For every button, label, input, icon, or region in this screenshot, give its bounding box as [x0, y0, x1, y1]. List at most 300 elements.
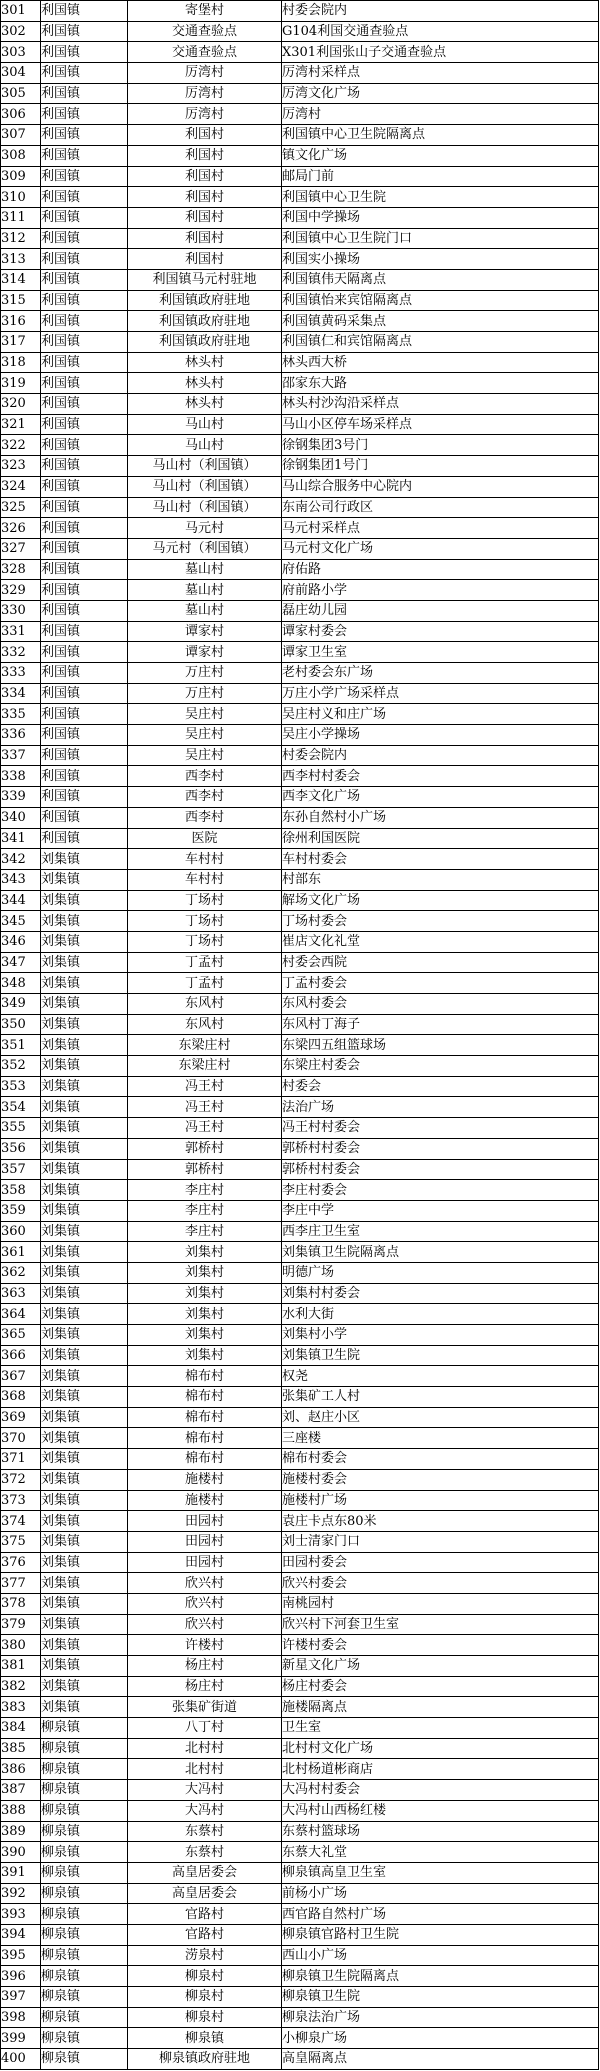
row-number-cell: 390 [1, 1842, 41, 1863]
table-row [1, 869, 599, 890]
sampling-site-cell: 厉湾文化广场 [282, 83, 599, 104]
table-row [1, 1097, 599, 1118]
village-cell: 车村村 [128, 849, 282, 870]
village-cell: 施楼村 [128, 1469, 282, 1490]
table-row [1, 745, 599, 766]
village-cell: 厉湾村 [128, 83, 282, 104]
row-number-cell: 353 [1, 1076, 41, 1097]
row-number-cell: 348 [1, 973, 41, 994]
village-cell: 欣兴村 [128, 1593, 282, 1614]
sampling-site-cell: 张集矿工人村 [282, 1387, 599, 1408]
town-cell: 柳泉镇 [41, 1945, 128, 1966]
village-cell: 利国村 [128, 145, 282, 166]
table-row [1, 311, 599, 332]
sampling-site-cell: 西李村村委会 [282, 766, 599, 787]
sampling-site-cell: 刘集村小学 [282, 1325, 599, 1346]
table-row [1, 145, 599, 166]
table-row [1, 1221, 599, 1242]
table-row [1, 828, 599, 849]
table-row [1, 994, 599, 1015]
village-cell: 高皇居委会 [128, 1862, 282, 1883]
row-number-cell: 307 [1, 125, 41, 146]
village-cell: 柳泉镇 [128, 2028, 282, 2049]
sampling-site-cell: 林头村沙沟沿采样点 [282, 394, 599, 415]
sampling-site-cell: 车村村委会 [282, 849, 599, 870]
row-number-cell: 326 [1, 518, 41, 539]
village-cell: 李庄村 [128, 1200, 282, 1221]
table-row [1, 1407, 599, 1428]
row-number-cell: 313 [1, 249, 41, 270]
village-cell: 马山村 [128, 435, 282, 456]
row-number-cell: 372 [1, 1469, 41, 1490]
sampling-site-cell: 村委会 [282, 1076, 599, 1097]
sampling-site-cell: G104利国交通查验点 [282, 21, 599, 42]
table-row [1, 207, 599, 228]
village-cell: 许楼村 [128, 1635, 282, 1656]
table-row [1, 2028, 599, 2049]
town-cell: 利国镇 [41, 269, 128, 290]
table-row [1, 1511, 599, 1532]
town-cell: 刘集镇 [41, 1159, 128, 1180]
village-cell: 林头村 [128, 352, 282, 373]
village-cell: 丁场村 [128, 911, 282, 932]
sampling-site-cell: 万庄小学广场采样点 [282, 683, 599, 704]
village-cell: 刘集村 [128, 1242, 282, 1263]
town-cell: 利国镇 [41, 373, 128, 394]
row-number-cell: 362 [1, 1262, 41, 1283]
village-cell: 吴庄村 [128, 704, 282, 725]
village-cell: 马元村（利国镇） [128, 538, 282, 559]
town-cell: 利国镇 [41, 166, 128, 187]
row-number-cell: 317 [1, 332, 41, 353]
row-number-cell: 399 [1, 2028, 41, 2049]
town-cell: 利国镇 [41, 332, 128, 353]
village-cell: 交通查验点 [128, 21, 282, 42]
town-cell: 刘集镇 [41, 1138, 128, 1159]
table-row [1, 1387, 599, 1408]
table-row [1, 1573, 599, 1594]
town-cell: 利国镇 [41, 807, 128, 828]
sampling-site-cell: 村委会院内 [282, 1, 599, 22]
row-number-cell: 395 [1, 1945, 41, 1966]
row-number-cell: 355 [1, 1118, 41, 1139]
sampling-site-cell: 利国镇伟天隔离点 [282, 269, 599, 290]
village-cell: 刘集村 [128, 1304, 282, 1325]
table-row [1, 725, 599, 746]
village-cell: 寄堡村 [128, 1, 282, 22]
sampling-site-cell: 郭桥村村委会 [282, 1159, 599, 1180]
row-number-cell: 305 [1, 83, 41, 104]
town-cell: 刘集镇 [41, 1097, 128, 1118]
village-cell: 交通查验点 [128, 42, 282, 63]
row-number-cell: 339 [1, 787, 41, 808]
row-number-cell: 320 [1, 394, 41, 415]
sampling-site-cell: 刘集镇卫生院隔离点 [282, 1242, 599, 1263]
village-cell: 郭桥村 [128, 1159, 282, 1180]
row-number-cell: 377 [1, 1573, 41, 1594]
row-number-cell: 385 [1, 1738, 41, 1759]
town-cell: 柳泉镇 [41, 1862, 128, 1883]
village-cell: 刘集村 [128, 1345, 282, 1366]
row-number-cell: 382 [1, 1676, 41, 1697]
town-cell: 刘集镇 [41, 1449, 128, 1470]
sampling-site-cell: 柳泉镇卫生院隔离点 [282, 1966, 599, 1987]
row-number-cell: 308 [1, 145, 41, 166]
row-number-cell: 365 [1, 1325, 41, 1346]
row-number-cell: 375 [1, 1531, 41, 1552]
table-row [1, 1780, 599, 1801]
village-cell: 棉布村 [128, 1407, 282, 1428]
sampling-site-cell: 大冯村山西杨红楼 [282, 1800, 599, 1821]
table-row [1, 1118, 599, 1139]
table-row [1, 435, 599, 456]
table-row [1, 580, 599, 601]
town-cell: 利国镇 [41, 663, 128, 684]
table-row [1, 1924, 599, 1945]
village-cell: 丁场村 [128, 931, 282, 952]
village-cell: 刘集村 [128, 1325, 282, 1346]
village-cell: 利国镇马元村驻地 [128, 269, 282, 290]
town-cell: 刘集镇 [41, 1428, 128, 1449]
row-number-cell: 369 [1, 1407, 41, 1428]
village-cell: 官路村 [128, 1924, 282, 1945]
row-number-cell: 398 [1, 2007, 41, 2028]
table-row [1, 104, 599, 125]
sampling-site-cell: 前杨小广场 [282, 1883, 599, 1904]
village-cell: 八丁村 [128, 1718, 282, 1739]
village-cell: 利国村 [128, 125, 282, 146]
table-row [1, 1531, 599, 1552]
village-cell: 马元村 [128, 518, 282, 539]
table-row [1, 1180, 599, 1201]
sampling-site-cell: 利国镇中心卫生院门口 [282, 228, 599, 249]
sampling-site-cell: 田园村委会 [282, 1552, 599, 1573]
table-row [1, 352, 599, 373]
table-row [1, 1883, 599, 1904]
table-row [1, 1862, 599, 1883]
village-cell: 杨庄村 [128, 1676, 282, 1697]
table-row [1, 2007, 599, 2028]
table-row [1, 394, 599, 415]
village-cell: 北村村 [128, 1759, 282, 1780]
village-cell: 利国村 [128, 207, 282, 228]
table-row [1, 456, 599, 477]
table-row [1, 683, 599, 704]
village-cell: 利国镇政府驻地 [128, 290, 282, 311]
sampling-site-cell: 西官路自然村广场 [282, 1904, 599, 1925]
row-number-cell: 319 [1, 373, 41, 394]
sampling-site-cell: 东梁庄村委会 [282, 1056, 599, 1077]
sampling-site-cell: 崔店文化礼堂 [282, 931, 599, 952]
sampling-site-cell: 许楼村委会 [282, 1635, 599, 1656]
table-row [1, 890, 599, 911]
table-row [1, 1, 599, 22]
village-cell: 北村村 [128, 1738, 282, 1759]
table-row [1, 1159, 599, 1180]
town-cell: 柳泉镇 [41, 1966, 128, 1987]
row-number-cell: 346 [1, 931, 41, 952]
row-number-cell: 321 [1, 414, 41, 435]
village-cell: 万庄村 [128, 683, 282, 704]
table-row [1, 1738, 599, 1759]
town-cell: 利国镇 [41, 725, 128, 746]
table-row [1, 559, 599, 580]
table-row [1, 332, 599, 353]
village-cell: 东蔡村 [128, 1821, 282, 1842]
table-row [1, 704, 599, 725]
town-cell: 刘集镇 [41, 1180, 128, 1201]
village-cell: 利国村 [128, 249, 282, 270]
row-number-cell: 304 [1, 63, 41, 84]
row-number-cell: 388 [1, 1800, 41, 1821]
village-cell: 刘集村 [128, 1283, 282, 1304]
sampling-site-cell: 村委会西院 [282, 952, 599, 973]
town-cell: 柳泉镇 [41, 2007, 128, 2028]
sampling-site-cell: 徐州利国医院 [282, 828, 599, 849]
town-cell: 利国镇 [41, 559, 128, 580]
row-number-cell: 315 [1, 290, 41, 311]
row-number-cell: 364 [1, 1304, 41, 1325]
row-number-cell: 344 [1, 890, 41, 911]
row-number-cell: 354 [1, 1097, 41, 1118]
town-cell: 利国镇 [41, 497, 128, 518]
sampling-site-cell: 厉湾村 [282, 104, 599, 125]
sampling-site-cell: 西山小广场 [282, 1945, 599, 1966]
town-cell: 利国镇 [41, 642, 128, 663]
table-row [1, 1987, 599, 2008]
row-number-cell: 343 [1, 869, 41, 890]
town-cell: 刘集镇 [41, 1200, 128, 1221]
town-cell: 刘集镇 [41, 1387, 128, 1408]
table-row [1, 849, 599, 870]
row-number-cell: 351 [1, 1035, 41, 1056]
sampling-site-cell: 郭桥村村委会 [282, 1138, 599, 1159]
row-number-cell: 400 [1, 2049, 41, 2070]
sampling-site-cell: 北村杨道彬商店 [282, 1759, 599, 1780]
sampling-site-cell: 东风村委会 [282, 994, 599, 1015]
village-cell: 棉布村 [128, 1387, 282, 1408]
table-row [1, 373, 599, 394]
village-cell: 冯王村 [128, 1097, 282, 1118]
town-cell: 利国镇 [41, 42, 128, 63]
town-cell: 利国镇 [41, 828, 128, 849]
town-cell: 利国镇 [41, 518, 128, 539]
table-row [1, 1966, 599, 1987]
town-cell: 利国镇 [41, 21, 128, 42]
table-row [1, 663, 599, 684]
sampling-site-cell: 施楼村委会 [282, 1469, 599, 1490]
town-cell: 利国镇 [41, 394, 128, 415]
town-cell: 利国镇 [41, 187, 128, 208]
town-cell: 刘集镇 [41, 1656, 128, 1677]
table-row [1, 621, 599, 642]
sampling-site-cell: 南桃园村 [282, 1593, 599, 1614]
table-row [1, 1283, 599, 1304]
table-row [1, 1552, 599, 1573]
village-cell: 西李村 [128, 766, 282, 787]
row-number-cell: 324 [1, 476, 41, 497]
village-cell: 柳泉村 [128, 2007, 282, 2028]
table-row [1, 166, 599, 187]
sampling-site-cell: 马元村采样点 [282, 518, 599, 539]
sampling-site-cell: 邮局门前 [282, 166, 599, 187]
village-cell: 丁场村 [128, 890, 282, 911]
village-cell: 墓山村 [128, 559, 282, 580]
row-number-cell: 330 [1, 600, 41, 621]
row-number-cell: 381 [1, 1656, 41, 1677]
village-cell: 东梁庄村 [128, 1056, 282, 1077]
table-row [1, 83, 599, 104]
table-row [1, 1242, 599, 1263]
town-cell: 利国镇 [41, 249, 128, 270]
table-row [1, 1366, 599, 1387]
town-cell: 刘集镇 [41, 1614, 128, 1635]
table-row [1, 1593, 599, 1614]
village-cell: 大冯村 [128, 1800, 282, 1821]
village-cell: 柳泉村 [128, 1966, 282, 1987]
table-row [1, 931, 599, 952]
sampling-site-cell: 柳泉镇卫生院 [282, 1987, 599, 2008]
village-cell: 车村村 [128, 869, 282, 890]
sampling-site-cell: 西李庄卫生室 [282, 1221, 599, 1242]
sampling-site-cell: 徐钢集团3号门 [282, 435, 599, 456]
sampling-site-cell: 施楼村广场 [282, 1490, 599, 1511]
row-number-cell: 357 [1, 1159, 41, 1180]
town-cell: 利国镇 [41, 787, 128, 808]
village-cell: 丁孟村 [128, 973, 282, 994]
town-cell: 利国镇 [41, 352, 128, 373]
sampling-site-cell: 李庄村委会 [282, 1180, 599, 1201]
village-cell: 谭家村 [128, 642, 282, 663]
village-cell: 田园村 [128, 1531, 282, 1552]
row-number-cell: 303 [1, 42, 41, 63]
row-number-cell: 322 [1, 435, 41, 456]
village-cell: 利国村 [128, 166, 282, 187]
village-cell: 利国村 [128, 187, 282, 208]
table-row [1, 1904, 599, 1925]
town-cell: 柳泉镇 [41, 1738, 128, 1759]
village-cell: 万庄村 [128, 663, 282, 684]
town-cell: 柳泉镇 [41, 2028, 128, 2049]
village-cell: 田园村 [128, 1552, 282, 1573]
row-number-cell: 329 [1, 580, 41, 601]
town-cell: 刘集镇 [41, 1593, 128, 1614]
village-cell: 欣兴村 [128, 1573, 282, 1594]
table-row [1, 1614, 599, 1635]
table-row [1, 1304, 599, 1325]
village-cell: 谭家村 [128, 621, 282, 642]
town-cell: 利国镇 [41, 704, 128, 725]
table-row [1, 21, 599, 42]
village-cell: 施楼村 [128, 1490, 282, 1511]
row-number-cell: 384 [1, 1718, 41, 1739]
row-number-cell: 337 [1, 745, 41, 766]
row-number-cell: 341 [1, 828, 41, 849]
sampling-site-cell: 利国镇黄码采集点 [282, 311, 599, 332]
table-row [1, 787, 599, 808]
sampling-site-cell: 柳泉镇官路村卫生院 [282, 1924, 599, 1945]
town-cell: 刘集镇 [41, 1552, 128, 1573]
row-number-cell: 392 [1, 1883, 41, 1904]
sampling-site-cell: 冯王村村委会 [282, 1118, 599, 1139]
row-number-cell: 338 [1, 766, 41, 787]
village-cell: 柳泉村 [128, 1987, 282, 2008]
row-number-cell: 331 [1, 621, 41, 642]
table-row [1, 269, 599, 290]
table-row [1, 1842, 599, 1863]
sampling-site-cell: 欣兴村下河套卫生室 [282, 1614, 599, 1635]
row-number-cell: 323 [1, 456, 41, 477]
town-cell: 柳泉镇 [41, 1759, 128, 1780]
row-number-cell: 314 [1, 269, 41, 290]
row-number-cell: 371 [1, 1449, 41, 1470]
town-cell: 刘集镇 [41, 1035, 128, 1056]
table-row [1, 1325, 599, 1346]
row-number-cell: 374 [1, 1511, 41, 1532]
sampling-site-cell: 利国镇中心卫生院 [282, 187, 599, 208]
sampling-site-cell: 马元村文化广场 [282, 538, 599, 559]
village-cell: 李庄村 [128, 1180, 282, 1201]
sampling-site-cell: 马山小区停车场采样点 [282, 414, 599, 435]
town-cell: 利国镇 [41, 476, 128, 497]
table-row [1, 952, 599, 973]
table-row [1, 1262, 599, 1283]
sampling-site-cell: 利国实小操场 [282, 249, 599, 270]
town-cell: 利国镇 [41, 414, 128, 435]
town-cell: 柳泉镇 [41, 1821, 128, 1842]
table-row [1, 1345, 599, 1366]
sampling-site-cell: 李庄中学 [282, 1200, 599, 1221]
town-cell: 刘集镇 [41, 1056, 128, 1077]
table-row [1, 187, 599, 208]
sampling-site-cell: 小柳泉广场 [282, 2028, 599, 2049]
row-number-cell: 389 [1, 1821, 41, 1842]
sampling-site-cell: 东孙自然村小广场 [282, 807, 599, 828]
table-row [1, 476, 599, 497]
row-number-cell: 352 [1, 1056, 41, 1077]
village-cell: 欣兴村 [128, 1614, 282, 1635]
table-row [1, 1821, 599, 1842]
village-cell: 郭桥村 [128, 1138, 282, 1159]
row-number-cell: 366 [1, 1345, 41, 1366]
sampling-site-cell: 谭家卫生室 [282, 642, 599, 663]
town-cell: 刘集镇 [41, 1345, 128, 1366]
row-number-cell: 361 [1, 1242, 41, 1263]
table-row [1, 125, 599, 146]
town-cell: 刘集镇 [41, 869, 128, 890]
village-cell: 厉湾村 [128, 63, 282, 84]
table-row [1, 518, 599, 539]
table-row [1, 1035, 599, 1056]
town-cell: 刘集镇 [41, 911, 128, 932]
sampling-site-cell: 东南公司行政区 [282, 497, 599, 518]
sampling-site-cell: 谭家村委会 [282, 621, 599, 642]
town-cell: 刘集镇 [41, 1014, 128, 1035]
sampling-site-cell: 新星文化广场 [282, 1656, 599, 1677]
sampling-site-cell: X301利国张山子交通查验点 [282, 42, 599, 63]
sampling-site-cell: 东蔡大礼堂 [282, 1842, 599, 1863]
town-cell: 刘集镇 [41, 1676, 128, 1697]
row-number-cell: 387 [1, 1780, 41, 1801]
village-cell: 东风村 [128, 994, 282, 1015]
row-number-cell: 349 [1, 994, 41, 1015]
table-row [1, 2049, 599, 2070]
village-cell: 林头村 [128, 373, 282, 394]
table-row [1, 1945, 599, 1966]
row-number-cell: 379 [1, 1614, 41, 1635]
row-number-cell: 328 [1, 559, 41, 580]
table-row [1, 1759, 599, 1780]
